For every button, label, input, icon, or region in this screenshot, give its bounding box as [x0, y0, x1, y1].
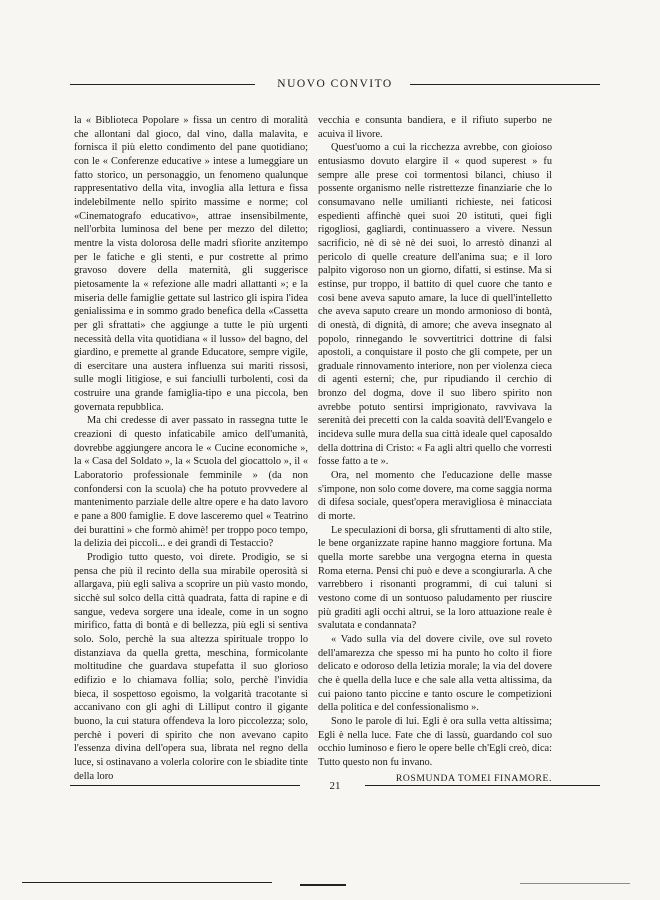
paragraph: « Vado sulla via del dovere civile, ove sul roveto dell'amarezza che spesso mi ha punto ho colto il fiore delicato e odoroso della letizia morale; la via del dovere che è quella della luce e che sale alla vetta altissima, da cui paiono tanto piccine e tanto oscure le competizioni della politica e del confessionalismo ».: [318, 633, 552, 714]
paragraph: Ora, nel momento che l'educazione delle masse s'impone, non solo come dovere, ma come saggia norma di difesa sociale, quest'opera meravigliosa è minacciata di morte.: [318, 470, 552, 523]
right-column: [318, 114, 552, 785]
paragraph: vecchia e consunta bandiera, e il rifiuto superbo ne acuiva il livore.: [318, 115, 552, 140]
scan-edge-line: [520, 883, 630, 884]
running-header: [70, 76, 600, 92]
journal-title: NUOVO CONVITO: [277, 78, 393, 90]
scan-edge-line: [22, 882, 272, 883]
page-number: 21: [329, 780, 341, 792]
author-signature: ROSMUNDA TOMEI FINAMORE.: [395, 772, 552, 784]
paragraph: Le speculazioni di borsa, gli sfruttamenti di alto stile, le bene organizzate rapine hanno maggiore fortuna. Ma quella morte sarebbe una vergogna eterna in questa Roma eterna. Pensi chi può e deve a scongiurarla. A che varrebbero i risonanti programmi, di cui taluni si vestono come di un sontuoso paludamento per riuscire più graditi agli occhi altrui, se la loro attuazione reale è svalutata e condannata?: [318, 524, 552, 632]
left-column: [74, 114, 308, 783]
paragraph: Quest'uomo a cui la ricchezza avrebbe, con gioioso entusiasmo dovuto elargire il « quod superest » fu sempre alle prese coi tormentosi bilanci, chiuso il possente organismo nelle ristrettezze finanziarie che lo consumavano nelle umilianti richieste, nei faticosi espedienti affinchè quei suoi 20 istituti, quei figli rigogliosi, gagliardi, continuassero a vivere. Nessun sacrificio, nè di sè nè dei suoi, lo arrestò dinanzi al pericolo di quelle creature dell'anima sua; e il loro palpito vigoroso non un giorno, difatti, si estinse. Ma si estinse, pur troppo, il battito di quel cuore che tanto e così bene aveva saputo amare, la luce di quell'intelletto che aveva saputo creare un mondo armonioso di bontà, di onestà, di dignità, di amore; che aveva insegnato al popolo, rinnegando le sovvertitrici dottrine di falsi apostoli, a conquistare il posto che gli compete, per un graduale rinnovamento interiore, non per violenza cieca di agenti esterni; che, pur ripudiando il cerchio di bronzo del dogma, dove il suo libero spirito non avrebbe potuto sentirsi imprigionato, ravvivava la serenità dei precetti con la calda soavità dell'Evangelo e incideva sulle mura della sua città ideale quel caposaldo della dottrina di Cristo: « Fa agli altri quello che vorresti fosse fatto a te ».: [318, 142, 552, 468]
paragraph: Sono le parole di lui. Egli è ora sulla vetta altissima; Egli è nella luce. Fate che di lassù, guardando col suo occhio luminoso e fiero le opere belle ch'Egli creò, dica: Tutto questo non fu invano.: [318, 715, 552, 768]
paragraph: Prodigio tutto questo, voi direte. Prodigio, se si pensa che più il recinto della sua mirabile operosità si allargava, più egli saliva a scoprire un più vasto mondo, sicchè sul solco della città quadrata, fatta di rapine e di sangue, vedeva sorgere una ideale, come in un sogno mirifico, fatta di bontà e di bellezza, più egli si sentiva solo. Solo, perchè la sua altezza spirituale troppo lo distanziava da quella gretta, meschina, formicolante moltitudine che guardava stupefatta il suo glorioso edifizio e lo chiamava follia; solo, perchè l'invidia bieca, il sospettoso egoismo, la volgarità tracotante si accanivano con gli aghi di Lilliput contro il gigante buono, la cui statura offendeva la loro piccolezza; solo, perchè i poveri di spirito che non avevano capito l'essenza divina dell'opera sua, librata nel regno della luce, si ostinavano a volerla colorire con le sbiadite tinte della loro: [74, 552, 308, 782]
footer-rule-right: [365, 785, 600, 786]
scan-edge-line: [300, 884, 346, 886]
paragraph: Ma chi credesse di aver passato in rassegna tutte le creazioni di questo infaticabile amico dell'umanità, dovrebbe aggiungere ancora le « Cucine economiche », la « Casa del Soldato », la « Scuola del giocattolo », il « Laboratorio professionale femminile » (da non confondersi con la scuola) che ha potuto provvedere al mantenimento parziale delle altre opere e ha dato lavoro e pane a 800 famiglie. E dove lasceremo quel « Teatrino dei burattini » che formò ahimè! per troppo poco tempo, la delizia dei piccoli... e dei grandi di Testaccio?: [74, 415, 308, 550]
paragraph: la « Biblioteca Popolare » fissa un centro di moralità che allontani dal gioco, dal vino, dalla malavita, e fornisca il più eletto condimento del pane quotidiano; con le « Conferenze educative » intese a lumeggiare un fatto storico, un personaggio, un fenomeno qualunque rappresentativo della vita, invoglia alla lettura e fissa indelebilmente nello spirito massime e norme; col «Cinematografo educativo», attrae insensibilmente, nell'orbita luminosa del bene per mezzo del diletto; mentre la vista dolorosa delle madri sfiorite anzitempo per le fatiche e gli stenti, e pur costrette al primo gravoso dovere della maternità, gli suggerisce pietosamente la « refezione alle madri allattanti »; e la miseria delle famiglie gettate sul lastrico gli ispira l'idea genialissima e in sommo grado benefica della «Cassetta per gli sfrattati» che aggiunge a tutte le più urgenti necessità della vita quotidiana « il lusso» del bagno, del giardino, e premette al grande Educatore, sempre vigile, di esercitare una austera influenza sui mariti rissosi, sulle mogli litigiose, e sui fanciulli turbolenti, così da costruire una grande famiglia-tipo e una piccola, ben governata repubblica.: [74, 115, 308, 413]
header-rule-right: [410, 84, 600, 85]
page-footer: [70, 778, 600, 794]
